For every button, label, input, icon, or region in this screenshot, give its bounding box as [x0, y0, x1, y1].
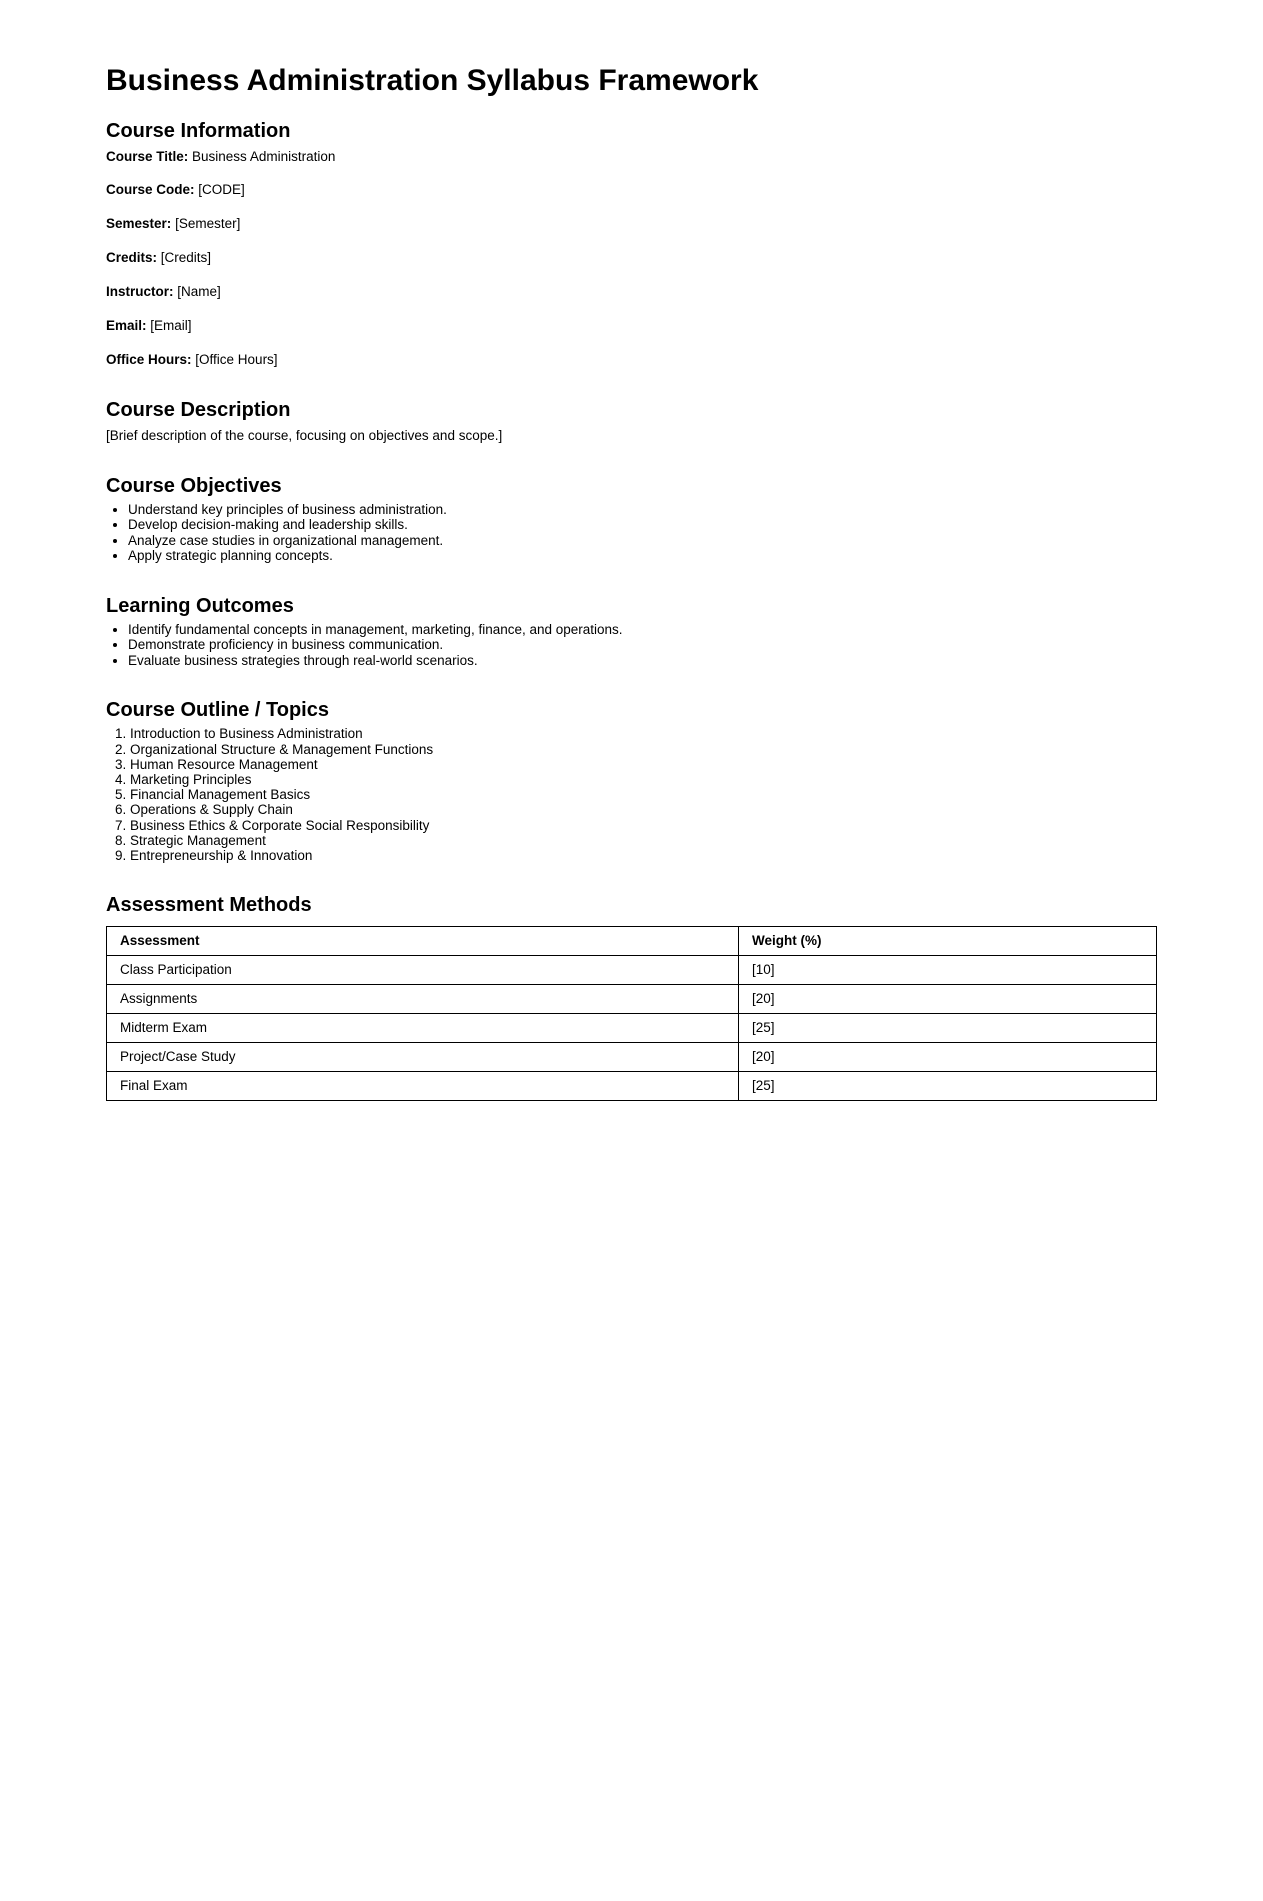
field-line [106, 284, 1183, 300]
field-value: Business Administration [192, 148, 336, 164]
assessment-name-cell: Midterm Exam [107, 1014, 739, 1043]
outline-topic-item: 9. Entrepreneurship & Innovation [130, 848, 1183, 863]
field-line [106, 149, 1183, 165]
course-information-heading: Course Information [106, 119, 291, 142]
assessment-weight-cell: [20] [739, 1043, 1157, 1072]
field-value: [Semester] [175, 216, 241, 232]
field-line [106, 216, 1183, 232]
field-label: Semester: [106, 216, 172, 232]
assessment-table-row [107, 1043, 1157, 1072]
course-description-text: [Brief description of the course, focusing on objectives and scope.] [106, 427, 503, 443]
assessment-weight-cell: [25] [739, 1072, 1157, 1101]
section-course-objectives [106, 475, 1183, 564]
field-label: Instructor: [106, 284, 174, 300]
weight-column-header: Weight (%) [739, 927, 1157, 956]
assessment-name-cell: Class Participation [107, 956, 739, 985]
objective-item: • Analyze case studies in organizational management. [128, 533, 1183, 549]
outcome-item: • Evaluate business strategies through real-world scenarios. [128, 653, 1183, 669]
section-course-description [106, 399, 1183, 444]
assessment-table-row [107, 956, 1157, 985]
assessment-methods-heading: Assessment Methods [106, 894, 312, 917]
outcome-item: • Demonstrate proficiency in business communication. [128, 637, 1183, 653]
course-description-heading: Course Description [106, 398, 291, 421]
course-objectives-heading: Course Objectives [106, 474, 282, 497]
assessment-name-cell: Assignments [107, 985, 739, 1014]
field-label: Course Code: [106, 182, 195, 198]
outline-topic-item: 4. Marketing Principles [130, 772, 1183, 787]
section-learning-outcomes [106, 595, 1183, 669]
course-outline-heading: Course Outline / Topics [106, 699, 329, 722]
outline-topic-item: 3. Human Resource Management [130, 757, 1183, 772]
outline-topic-item: 6. Operations & Supply Chain [130, 802, 1183, 817]
assessment-weight-cell: [25] [739, 1014, 1157, 1043]
course-information-fields [106, 149, 1183, 368]
field-line [106, 318, 1183, 334]
objective-item: • Understand key principles of business administration. [128, 502, 1183, 518]
learning-outcomes-heading: Learning Outcomes [106, 594, 294, 617]
objective-item: • Develop decision-making and leadership skills. [128, 517, 1183, 533]
assessment-weight-cell: [20] [739, 985, 1157, 1014]
field-value: [Name] [177, 284, 221, 300]
field-label: Email: [106, 318, 147, 334]
assessment-table [106, 926, 1157, 1101]
field-value: [Email] [150, 318, 192, 334]
learning-outcomes-list [106, 622, 1183, 669]
assessment-name-cell: Project/Case Study [107, 1043, 739, 1072]
assessment-weight-cell: [10] [739, 956, 1157, 985]
section-course-information [106, 120, 1183, 368]
course-outline-list [106, 726, 1183, 863]
outline-topic-item: 5. Financial Management Basics [130, 787, 1183, 802]
objective-item: • Apply strategic planning concepts. [128, 548, 1183, 564]
assessment-table-header-row [107, 927, 1157, 956]
field-label: Office Hours: [106, 352, 192, 368]
outline-topic-item: 7. Business Ethics & Corporate Social Responsibility [130, 818, 1183, 833]
assessment-name-cell: Final Exam [107, 1072, 739, 1101]
field-value: [CODE] [198, 182, 245, 198]
outline-topic-item: 8. Strategic Management [130, 833, 1183, 848]
field-value: [Credits] [160, 250, 212, 266]
section-course-outline [106, 699, 1183, 863]
outcome-item: • Identify fundamental concepts in management, marketing, finance, and operations. [128, 622, 1183, 638]
field-value: [Office Hours] [195, 352, 278, 368]
document-title: Business Administration Syllabus Framework [106, 64, 759, 97]
assessment-table-row [107, 985, 1157, 1014]
field-label: Credits: [106, 250, 158, 266]
section-assessment-methods [106, 894, 1183, 1101]
field-label: Course Title: [106, 148, 189, 164]
assessment-table-row [107, 1014, 1157, 1043]
outline-topic-item: 1. Introduction to Business Administration [130, 726, 1183, 741]
assessment-table-row [107, 1072, 1157, 1101]
course-objectives-list [106, 502, 1183, 564]
assessment-column-header: Assessment [107, 927, 739, 956]
field-line [106, 352, 1183, 368]
outline-topic-item: 2. Organizational Structure & Management Functions [130, 742, 1183, 757]
field-line [106, 182, 1183, 198]
assessment-table-body [107, 956, 1157, 1101]
field-line [106, 250, 1183, 266]
